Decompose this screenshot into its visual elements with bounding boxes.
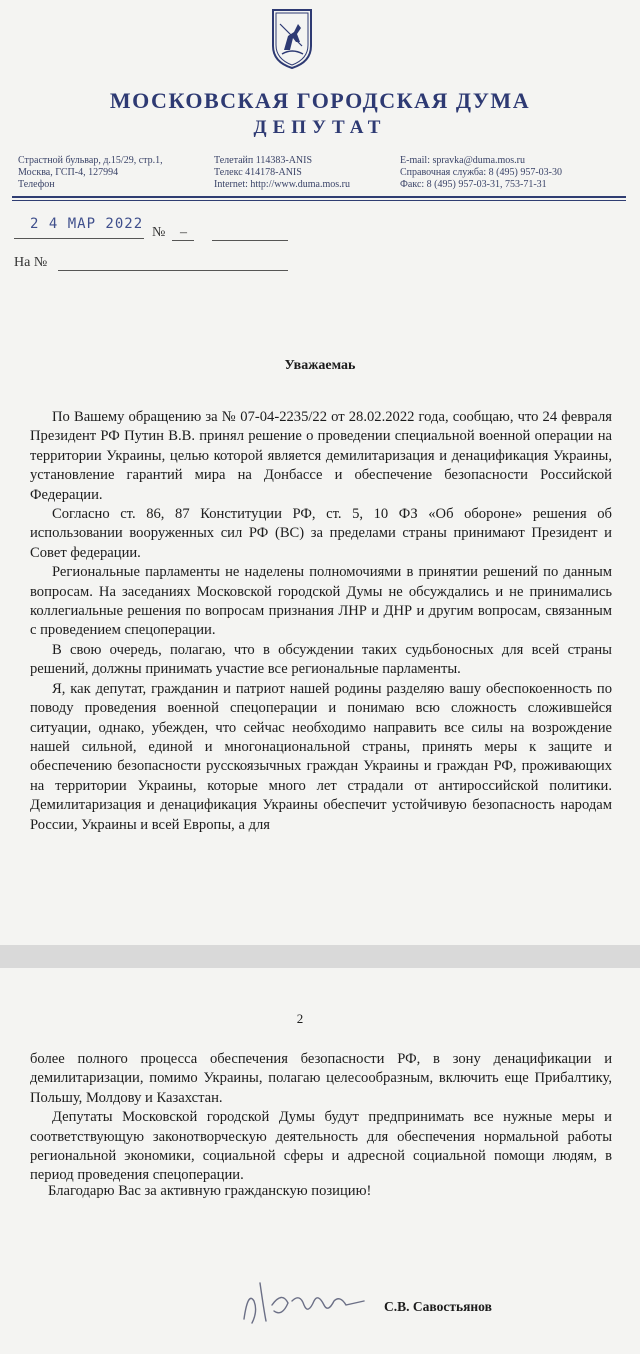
contact-line: Факс: 8 (495) 957-03-31, 753-71-31 xyxy=(400,179,547,190)
letter-body-page-1 xyxy=(30,408,612,835)
email-block xyxy=(400,155,562,191)
telex-block xyxy=(214,155,350,191)
org-name: МОСКОВСКАЯ ГОРОДСКАЯ ДУМА xyxy=(109,88,531,113)
paragraph: Региональные парламенты не наделены полномочиями в принятии решений по данным вопросам. На заседаниях Московской городской Думы не обсуждались и не принимались коллегиальные решения по вопросам признания ЛНР и ДНР и другим вопросам, связанным с проведением спецоперации. xyxy=(30,564,612,639)
letterhead-rule-thin xyxy=(12,200,626,201)
number-label: № xyxy=(152,225,166,240)
signer-name: С.В. Савостьянов xyxy=(384,1299,492,1314)
contact-line: Телетайп 114383-ANIS xyxy=(214,155,313,166)
contact-line: Internet: http://www.duma.mos.ru xyxy=(214,179,350,190)
number-value: – xyxy=(180,225,187,240)
paragraph: По Вашему обращению за № 07-04-2235/22 от 28.02.2022 года, сообщаю, что 24 февраля Президент РФ Путин В.В. принял решение о проведении специальной военной операции на территории Украины, целью которой является демилитаризация и денацификация Украины, установление гарантий мира на Донбассе и обеспечение безопасности Российской Федерации. xyxy=(30,409,612,503)
paragraph: Депутаты Московской городской Думы будут предпринимать все нужные меры и соответствующую законотворческую деятельность для обеспечения нормальной работы региональной экономики, социальной сферы и адресной социальной помощи людям, в период проведения спецоперации. xyxy=(30,1109,612,1184)
contact-line: Справочная служба: 8 (495) 957-03-30 xyxy=(400,167,562,178)
address-line: Москва, ГСП-4, 127994 xyxy=(18,167,119,178)
ref-line xyxy=(58,270,288,271)
number-line xyxy=(212,240,288,241)
paragraph: Согласно ст. 86, 87 Конституции РФ, ст. 5, 10 ФЗ «Об обороне» решения об использовании вооруженных сил РФ (ВС) за пределами страны принимают Президент и Совет федерации. xyxy=(30,506,612,561)
address-block xyxy=(18,155,163,191)
address-line: Телефон xyxy=(18,179,55,190)
date-stamp: 2 4 МАР 2022 xyxy=(30,216,144,232)
closing-line: Благодарю Вас за активную гражданскую позицию! xyxy=(48,1183,372,1199)
ref-label: На № xyxy=(14,255,48,270)
letterhead-rule xyxy=(12,196,626,198)
date-line xyxy=(14,238,144,239)
greeting: Уважаемаь xyxy=(284,358,356,373)
letter-page-2 xyxy=(0,968,640,1354)
handwritten-signature-icon xyxy=(238,1261,373,1336)
org-role: ДЕПУТАТ xyxy=(253,117,387,138)
address-line: Страстной бульвар, д.15/29, стр.1, xyxy=(18,155,163,166)
paragraph: более полного процесса обеспечения безопасности РФ, в зону денацификации и демилитаризации, помимо Украины, полагаю целесообразным, включить еще Прибалтику, Польшу, Молдову и Казахстан. xyxy=(30,1051,612,1106)
letter-body-page-2 xyxy=(30,1050,612,1186)
contact-line: E-mail: spravka@duma.mos.ru xyxy=(400,155,526,166)
page-number: 2 xyxy=(296,1011,304,1026)
paragraph: В свою очередь, полагаю, что в обсуждении таких судьбоносных для всей страны решений, должны принимать участие все региональные парламенты. xyxy=(30,641,612,678)
contact-line: Телекс 414178-ANIS xyxy=(214,167,302,178)
paragraph: Я, как депутат, гражданин и патриот нашей родины разделяю вашу обеспокоенность по поводу проведения военной спецоперации и понимаю всю сложность сложившейся ситуации, однако, убежден, что сейчас необходимо направить все силы на возрождение нашей сильной, единой и многонациональной страны, принять меры к защите и обеспечению безопасности русскоязычных граждан Украины и граждан РФ, проживающих на территории Украины, которые много лет страдали от антироссийской политики. Демилитаризация и денацификация Украины обеспечит устойчивую безопасность народам России, Украины и всей Европы, а для xyxy=(30,680,612,833)
number-line-short xyxy=(172,240,194,241)
moscow-coat-of-arms-icon xyxy=(270,6,314,70)
